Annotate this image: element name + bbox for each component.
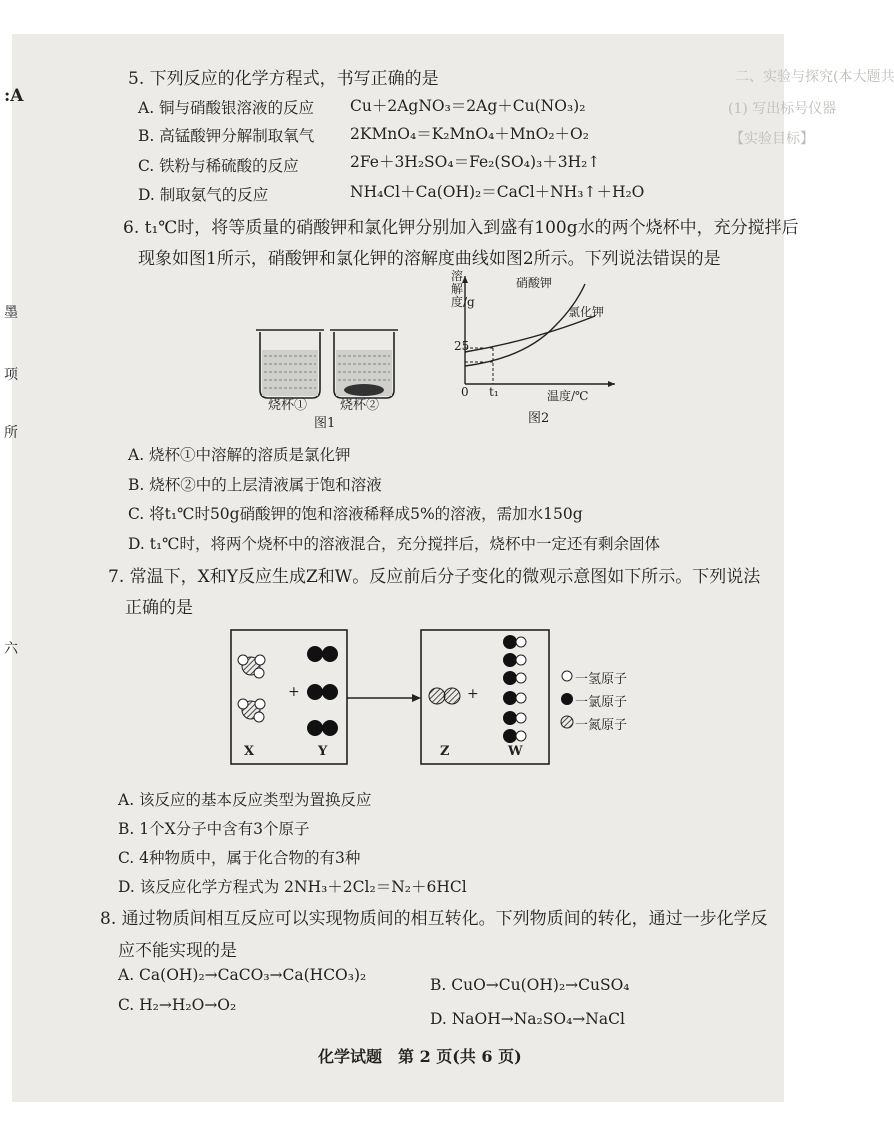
margin-char: 项 [4, 367, 18, 383]
plus-sign: + [288, 684, 300, 700]
q6-option-a: A. 烧杯①中溶解的溶质是氯化钾 [128, 446, 351, 464]
graph-x-label: 温度/℃ [547, 389, 589, 403]
x-molecule [238, 699, 265, 722]
q7-stem-line1: 7. 常温下，X和Y反应生成Z和W。反应前后分子变化的微观示意图如下所示。下列说法 [108, 567, 761, 587]
chlorine-atom-icon [561, 693, 573, 705]
beaker-1 [256, 330, 324, 398]
bleed-text: 二、实验与探究(本大题共 [735, 69, 894, 85]
q8-option-d: D. NaOH→Na₂SO₄→NaCl [430, 1010, 625, 1028]
q5-option-d: D. 制取氨气的反应 [138, 186, 269, 204]
kcl-label: 氯化钾 [568, 305, 605, 319]
q5-option-a: A. 铜与硝酸银溶液的反应 [138, 99, 315, 117]
q8-option-c: C. H₂→H₂O→O₂ [118, 996, 237, 1014]
margin-char: 墨 [4, 305, 18, 321]
graph-y-tick: 25 [454, 339, 470, 353]
q7-stem-line2: 正确的是 [125, 598, 193, 618]
nitrogen-atom-icon [561, 716, 573, 728]
q7-option-c: C. 4种物质中，属于化合物的有3种 [118, 849, 361, 867]
y-molecule [307, 646, 338, 662]
q8-stem-line2: 应不能实现的是 [118, 941, 237, 961]
graph-origin: 0 [461, 385, 469, 399]
bleed-text: 【实验目标】 [730, 131, 814, 147]
q7-option-d: D. 该反应化学方程式为 2NH₃＋2Cl₂＝N₂＋6HCl [118, 878, 467, 896]
y-molecule [307, 684, 338, 700]
plus-sign: + [467, 686, 479, 702]
figure1-caption: 图1 [314, 416, 336, 431]
kcl-curve [465, 316, 595, 352]
atom-legend-icons [560, 668, 574, 732]
page-footer: 化学试题 第 2 页(共 6 页) [318, 1047, 522, 1066]
label-x: X [244, 744, 255, 759]
q5-equation-d: NH₄Cl＋Ca(OH)₂＝CaCl＋NH₃↑＋H₂O [350, 183, 645, 201]
label-z: Z [440, 744, 450, 759]
q5-equation-c: 2Fe＋3H₂SO₄＝Fe₂(SO₄)₃＋3H₂↑ [350, 153, 601, 171]
q8-stem-line1: 8. 通过物质间相互反应可以实现物质间的相互转化。下列物质间的转化，通过一步化学反 [100, 909, 768, 929]
beaker-1-label: 烧杯① [268, 398, 308, 413]
q6-option-b: B. 烧杯②中的上层清液属于饱和溶液 [128, 476, 382, 494]
x-molecule [238, 655, 265, 678]
q8-option-b: B. CuO→Cu(OH)₂→CuSO₄ [430, 976, 630, 994]
kno3-curve [465, 284, 585, 366]
legend-hydrogen: 一氢原子 [575, 672, 628, 687]
q7-option-a: A. 该反应的基本反应类型为置换反应 [118, 791, 372, 809]
q6-option-d: D. t₁℃时，将两个烧杯中的溶液混合，充分搅拌后，烧杯中一定还有剩余固体 [128, 535, 661, 553]
beaker-2 [330, 330, 398, 398]
q6-stem-line1: 6. t₁℃时，将等质量的硝酸钾和氯化钾分别加入到盛有100g水的两个烧杯中，充分搅拌后 [123, 218, 799, 238]
q7-option-b: B. 1个X分子中含有3个原子 [118, 820, 310, 838]
q6-option-c: C. 将t₁℃时50g硝酸钾的饱和溶液稀释成5%的溶液，需加水150g [128, 505, 583, 523]
bleed-text: (1) 写出标号仪器 [728, 101, 837, 117]
figure2-caption: 图2 [528, 411, 550, 426]
margin-char: 六 [4, 641, 18, 657]
legend-chlorine: 一氯原子 [575, 695, 628, 710]
beaker-2-label: 烧杯② [340, 398, 380, 413]
margin-answer: :A [4, 86, 24, 106]
kno3-label: 硝酸钾 [516, 276, 553, 290]
q5-stem: 5. 下列反应的化学方程式，书写正确的是 [128, 69, 439, 89]
hydrogen-atom-icon [562, 671, 572, 681]
graph-x-tick: t₁ [489, 385, 499, 399]
y-molecule [307, 720, 338, 736]
label-w: W [508, 744, 523, 759]
reaction-diagram [225, 626, 555, 768]
q5-option-c: C. 铁粉与稀硫酸的反应 [138, 157, 299, 175]
q5-option-b: B. 高锰酸钾分解制取氧气 [138, 127, 315, 145]
legend-nitrogen: 一氮原子 [575, 718, 628, 733]
w-molecules [503, 635, 526, 743]
q5-equation-a: Cu＋2AgNO₃＝2Ag＋Cu(NO₃)₂ [350, 97, 586, 115]
q8-option-a: A. Ca(OH)₂→CaCO₃→Ca(HCO₃)₂ [118, 966, 367, 984]
label-y: Y [318, 744, 328, 759]
q6-stem-line2: 现象如图1所示，硝酸钾和氯化钾的溶解度曲线如图2所示。下列说法错误的是 [138, 249, 721, 269]
margin-char: 所 [4, 425, 18, 441]
q5-equation-b: 2KMnO₄＝K₂MnO₄＋MnO₂＋O₂ [350, 125, 589, 143]
graph-y-label: 溶解度/g [451, 269, 475, 309]
z-molecule [429, 688, 460, 704]
